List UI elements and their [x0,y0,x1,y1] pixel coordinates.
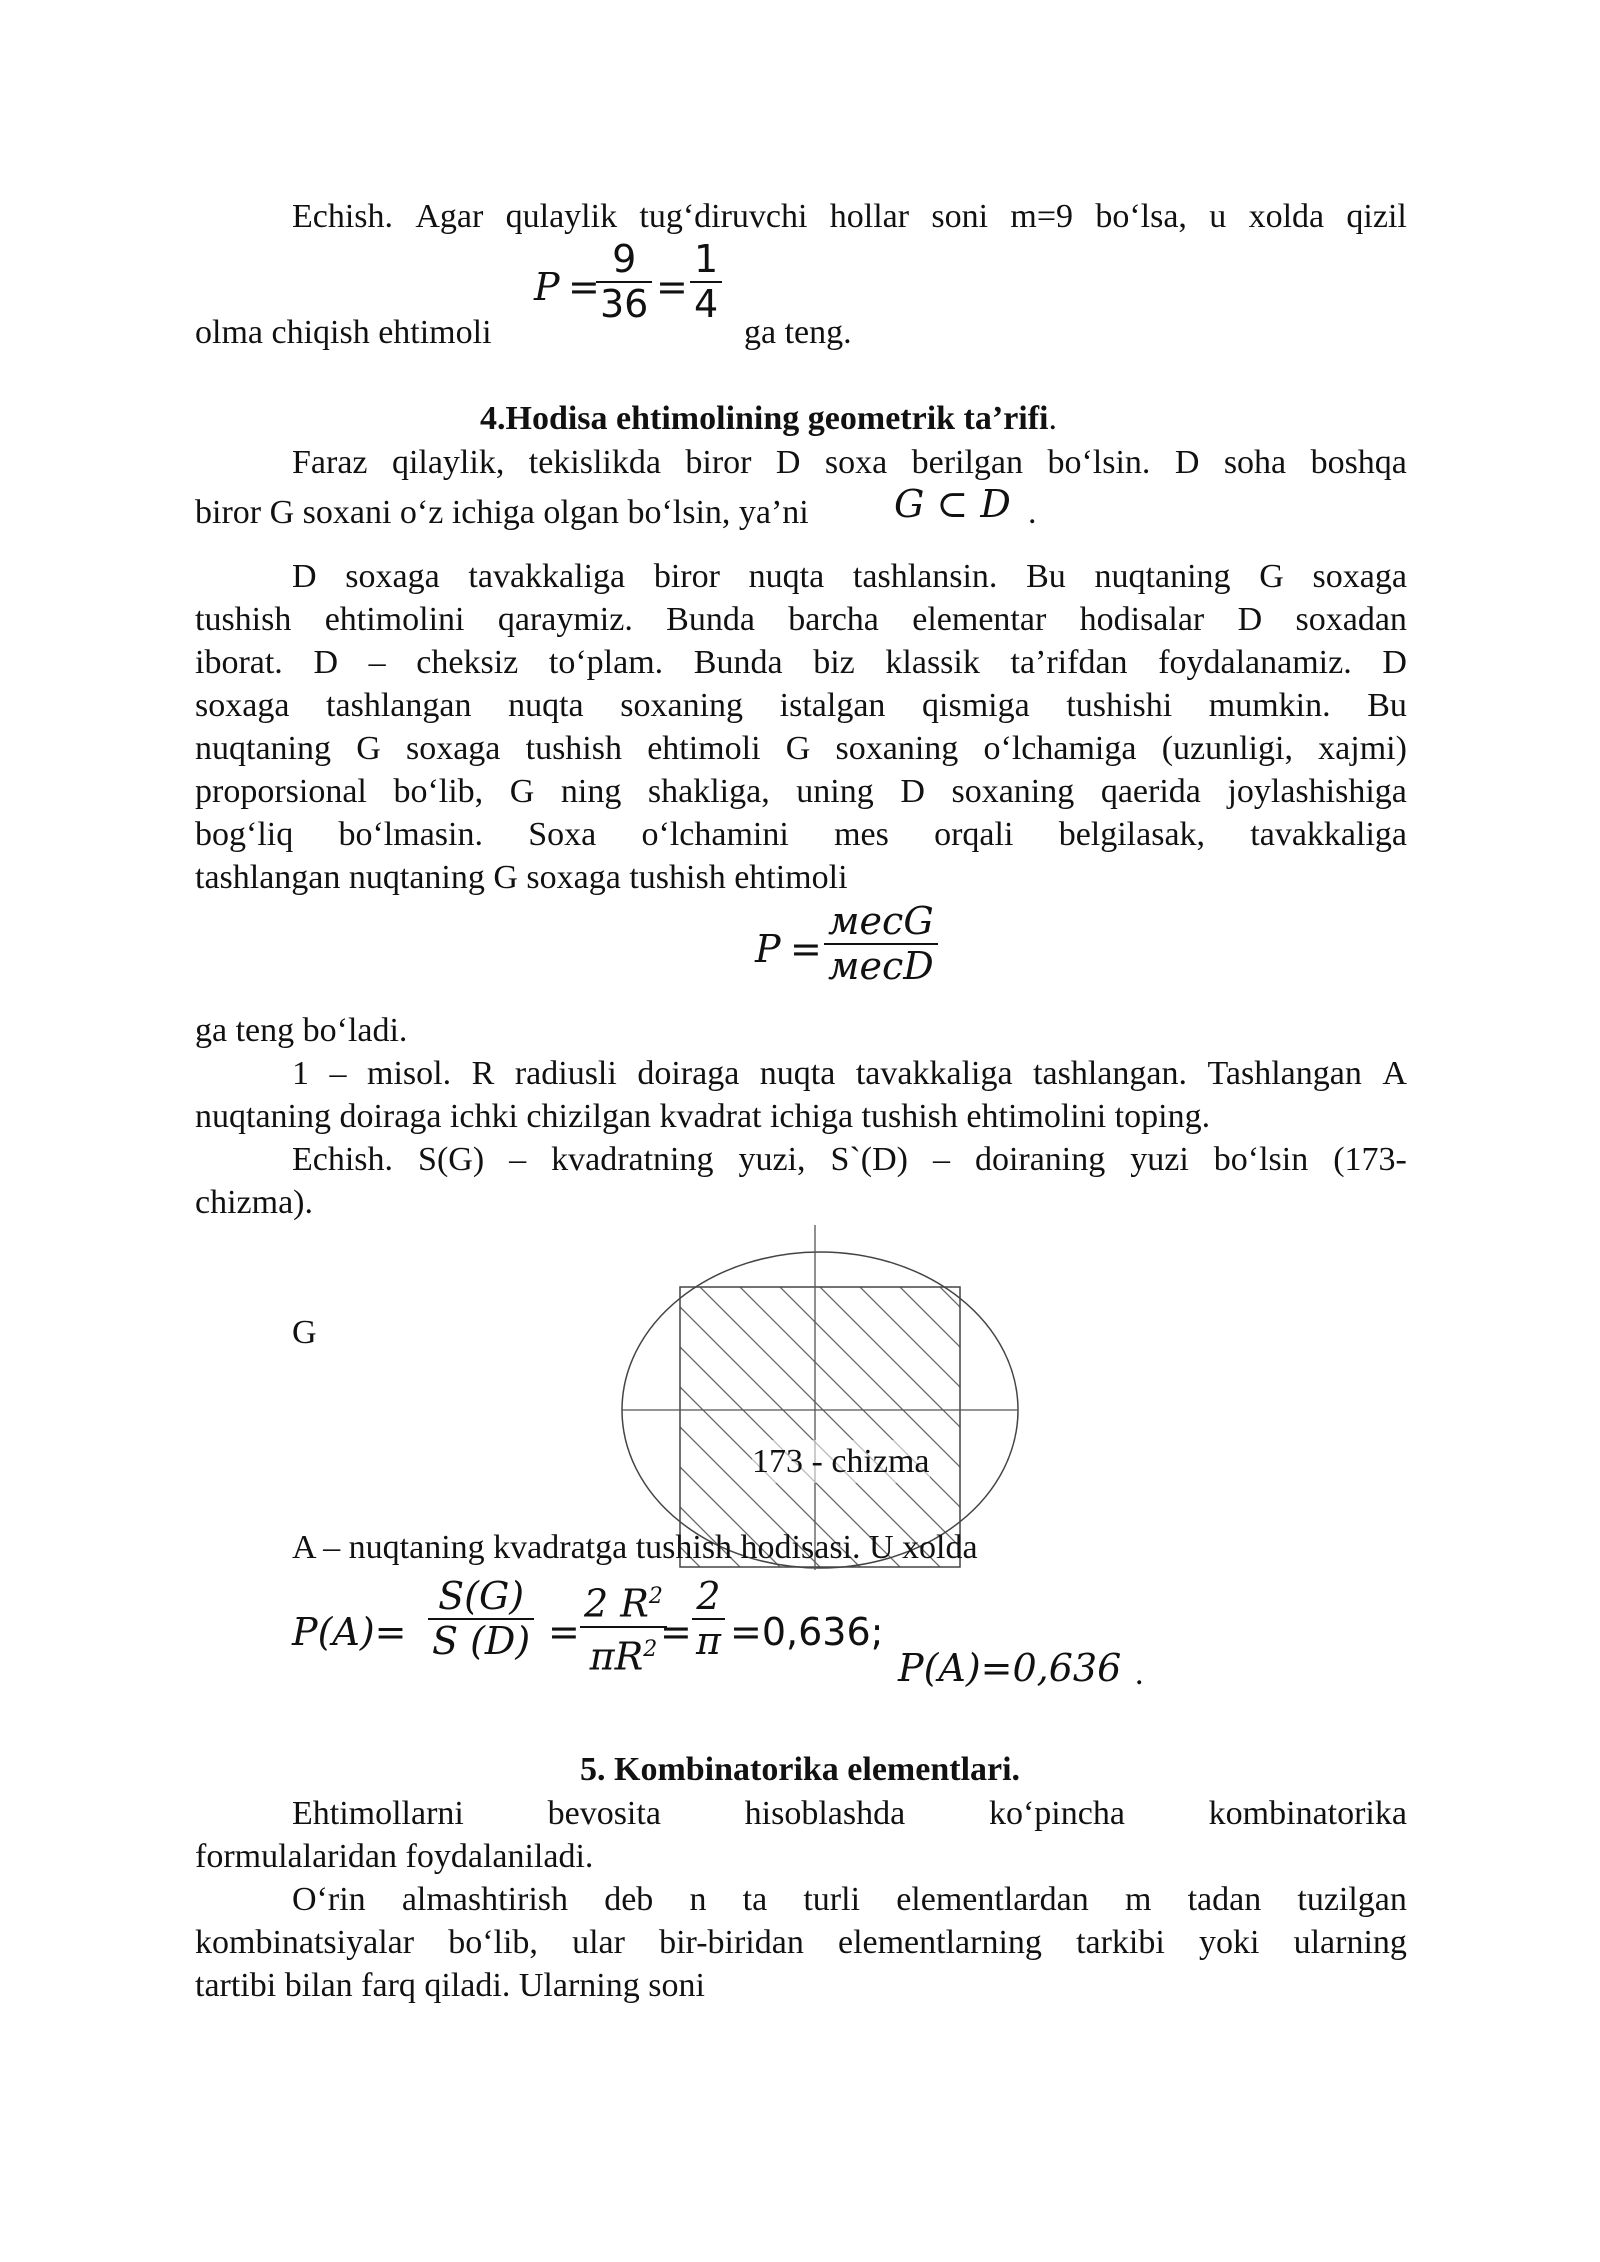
word: soxadan [1295,601,1407,638]
paragraph-line [292,555,1407,598]
title-period: . [1048,400,1058,437]
inscribed-square [680,1287,960,1567]
paragraph-line: tashlangan nuqtaning G soxaga tushish ehtimoli [195,859,848,896]
word: kombinatorika [1208,1795,1407,1832]
word: orqali [934,816,1014,853]
word: qismiga [922,687,1030,724]
word: (uzunligi, [1161,730,1293,767]
word: tushish [195,601,292,638]
formula-fraction [824,900,938,988]
paragraph-line [195,641,1407,684]
word: kvadratning [551,1141,714,1178]
fraction-numerator: 9 [612,237,637,281]
word: ular [572,1924,625,1961]
word: almashtirish [401,1881,569,1918]
word: Tashlangan [1207,1055,1362,1092]
section-title: 4.Hodisa ehtimolining geometrik ta’rifi [480,400,1049,437]
word: yuzi, [738,1141,806,1178]
paragraph-line [195,813,1407,856]
word: tushishi [1066,687,1173,724]
word: m [1124,1881,1152,1918]
paragraph-line [195,727,1407,770]
word: bo‘lib, [448,1924,538,1961]
word: bo‘lsin [1213,1141,1309,1178]
word: soxa [824,444,888,481]
paragraph-line [292,195,1407,238]
word: nuqta [748,558,825,595]
exponent: 2 [648,1584,663,1609]
word: soxaga [195,687,290,724]
word: o‘lchamiga [983,730,1137,767]
paragraph-line: formulalaridan foydalaniladi. [195,1838,594,1875]
formula-variable: P [534,265,560,309]
word: berilgan [911,444,1024,481]
formula-equals: = [568,265,600,309]
word: xajmi) [1318,730,1407,767]
word: biror [685,444,752,481]
word: tarkibi [1076,1924,1165,1961]
word: G [1259,558,1284,595]
word: tushish [525,730,622,767]
formula-fraction [580,1575,667,1678]
word: tashlangan [326,687,472,724]
word: proporsional [195,773,367,810]
word: foydalanamiz. [1158,644,1352,681]
word: elementar [912,601,1047,638]
word: doiraga [637,1055,740,1092]
word: soxaning [951,773,1075,810]
word: boshqa [1310,444,1407,481]
subset-formula: G ⊂ D [894,482,1011,526]
square-hatching [680,1220,980,1570]
word: qaraymiz. [497,601,633,638]
exponent: 2 [643,1636,658,1662]
paragraph-line [292,1052,1407,1095]
word: soha [1223,444,1287,481]
word: tavakkaliga [468,558,626,595]
formula-equals: = [548,1610,580,1654]
word: tadan [1187,1881,1262,1918]
fraction-numerator: 1 [694,237,719,281]
paragraph-line: nuqtaning doiraga ichki chizilgan kvadrat ichiga tushish ehtimolini toping. [195,1098,1211,1135]
word: joylashishiga [1227,773,1407,810]
paragraph-line [195,684,1407,727]
word: qilaylik, [391,444,505,481]
word: shakliga, [647,773,770,810]
word: tekislikda [528,444,661,481]
formula-result: =0,636; [730,1610,884,1654]
word: (173- [1333,1141,1407,1178]
paragraph-line [195,1921,1407,1964]
word: bog‘liq [195,816,294,853]
word: cheksiz [416,644,519,681]
section-heading: 5. Kombinatorika elementlari. [580,1751,1021,1788]
word: G [785,730,811,767]
word: uning [796,773,874,810]
fraction-denominator: S (D) [432,1619,531,1663]
paragraph-line [195,598,1407,641]
word: – [329,1055,347,1092]
word: soxaga [405,730,501,767]
word: Echish. [292,1141,394,1178]
word: soxaning [835,730,959,767]
fraction-numerator: S(G) [438,1574,525,1618]
word: bo‘lsin. [1047,444,1151,481]
word: soxaning [620,687,744,724]
word: n [689,1881,707,1918]
word: biror [653,558,720,595]
word: kombinatsiyalar [195,1924,415,1961]
formula-lhs: P(A)= [292,1610,407,1654]
word: tashlansin. [852,558,998,595]
word: O‘rin [292,1881,366,1918]
fraction-numerator: 2 R [584,1581,649,1626]
word: elementlardan [896,1881,1089,1918]
word: biz [813,644,855,681]
word: soxaga [345,558,440,595]
formula-equals: = [660,1610,692,1654]
word: qizil [1346,198,1407,235]
word: soni [931,198,989,235]
formula-variable: P [755,927,781,971]
word: klassik [885,644,980,681]
fraction-denominator: 4 [694,282,719,326]
word: yoki [1198,1924,1260,1961]
paragraph-line: biror G soxani o‘z ichiga olgan bo‘lsin, ya’ni [195,494,809,531]
word: radiusli [514,1055,617,1092]
fraction-numerator: месG [828,899,934,943]
paragraph-line [292,1138,1407,1181]
word: S`(D) [830,1141,908,1178]
fraction-denominator: π [696,1619,721,1663]
word: doiraning [974,1141,1106,1178]
word: – [509,1141,527,1178]
word: nuqtaning [195,730,331,767]
fraction-numerator: 2 [696,1574,721,1618]
word: ning [560,773,622,810]
word: hisoblashda [744,1795,906,1832]
section-heading [480,397,1057,440]
word: D [1382,644,1407,681]
paragraph-line: A – nuqtaning kvadratga tushish hodisasi. U xolda [292,1529,978,1566]
word: Ehtimollarni [292,1795,464,1832]
word: D [1237,601,1263,638]
figure-caption: 173 - chizma [752,1440,930,1483]
fraction-denominator: месD [828,944,934,988]
word: ta [742,1881,768,1918]
word: bo‘lib, [393,773,484,810]
word: hodisalar [1079,601,1205,638]
word: xolda [1248,198,1325,235]
word: o‘lchamini [641,816,789,853]
word: bo‘lmasin. [338,816,483,853]
word: to‘plam. [548,644,664,681]
word: deb [604,1881,654,1918]
word: mes [834,816,889,853]
fraction-denominator: 36 [600,282,649,326]
word: tashlangan. [1033,1055,1187,1092]
word: qulaylik [505,198,618,235]
word: tavakkaliga [855,1055,1013,1092]
word: bir-biridan [659,1924,804,1961]
word: ehtimoli [647,730,761,767]
paragraph-line: ga teng bo‘ladi. [195,1012,408,1049]
word: m=9 [1010,198,1074,235]
paragraph-line: ga teng. [744,314,852,351]
word: nuqta [759,1055,836,1092]
word: nuqta [508,687,584,724]
word: D [775,444,801,481]
figure-g-label: G [292,1314,317,1351]
paragraph-line: chizma). [195,1184,313,1221]
word: Bu [1026,558,1066,595]
word: – [932,1141,950,1178]
word: Echish. [292,198,394,235]
word: belgilasak, [1058,816,1206,853]
word: ehtimolini [324,601,465,638]
paragraph-line [195,770,1407,813]
word: tuzilgan [1297,1881,1407,1918]
word: R [471,1055,495,1092]
paragraph-line: tartibi bilan farq qiladi. Ularning soni [195,1967,705,2004]
word: Agar [415,198,484,235]
paragraph-line [292,1792,1407,1835]
word: ularning [1293,1924,1407,1961]
word: mumkin. [1208,687,1331,724]
word: bevosita [547,1795,661,1832]
word: iborat. [195,644,283,681]
formula-equals: = [790,927,822,971]
paragraph-line: . [1028,494,1037,531]
word: A [1382,1055,1407,1092]
word: G [509,773,535,810]
paragraph-line [292,441,1407,484]
word: Bu [1367,687,1407,724]
fraction-denominator: πR [589,1634,644,1679]
formula-result-final: P(A)=0,636 [898,1646,1122,1690]
word: Faraz [292,444,368,481]
word: 1 [292,1055,309,1092]
word: Bunda [666,601,755,638]
formula-period: . [1135,1655,1144,1692]
formula-fraction [690,238,722,326]
word: D [900,773,925,810]
paragraph-line: olma chiqish ehtimoli [195,314,492,351]
word: tavakkaliga [1250,816,1407,853]
paragraph-line [292,1878,1407,1921]
word: ta’rifdan [1010,644,1128,681]
word: turli [803,1881,861,1918]
word: qaerida [1100,773,1201,810]
formula-equals: = [656,265,688,309]
word: D [1174,444,1200,481]
word: D [292,558,317,595]
word: yuzi [1130,1141,1189,1178]
word: D [313,644,339,681]
word: tug‘diruvchi [639,198,808,235]
formula-fraction [596,238,652,326]
word: G [356,730,381,767]
formula-fraction [428,1575,534,1663]
word: misol. [367,1055,452,1092]
word: – [368,644,386,681]
formula-fraction [692,1575,725,1663]
word: Soxa [528,816,597,853]
word: u [1209,198,1227,235]
word: barcha [788,601,879,638]
word: nuqtaning [1094,558,1231,595]
word: hollar [829,198,910,235]
circle-square-diagram [600,1220,1040,1570]
word: S(G) [418,1141,485,1178]
word: soxaga [1312,558,1407,595]
word: bo‘lsa, [1095,198,1187,235]
word: elementlarning [837,1924,1042,1961]
word: istalgan [779,687,886,724]
word: Bunda [693,644,783,681]
word: ko‘pincha [988,1795,1125,1832]
